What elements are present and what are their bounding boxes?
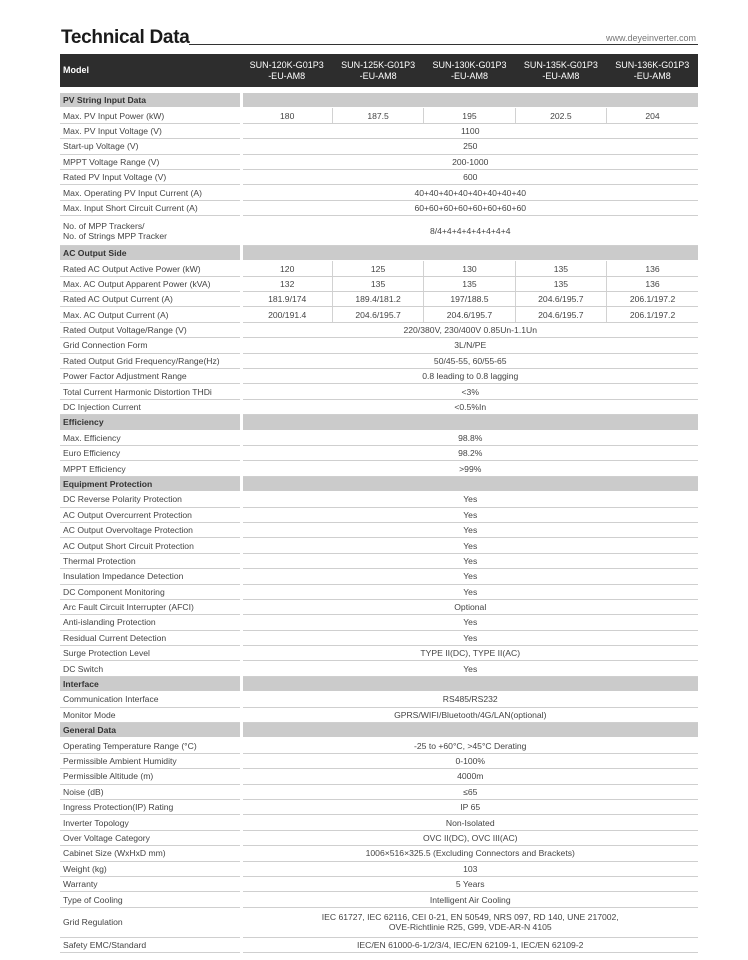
table-row (60, 584, 698, 599)
row-value: 200-1000 (241, 154, 698, 169)
row-label: Insulation Impedance Detection (60, 569, 241, 584)
row-value: 195 (424, 108, 515, 123)
row-label: Power Factor Adjustment Range (60, 369, 241, 384)
row-label: Max. PV Input Power (kW) (60, 108, 241, 123)
row-label: Weight (kg) (60, 861, 241, 876)
table-row (60, 846, 698, 861)
table-row (60, 399, 698, 414)
table-row (60, 108, 698, 123)
table-row (60, 507, 698, 522)
table-row (60, 569, 698, 584)
row-label: Grid Connection Form (60, 338, 241, 353)
row-label: Rated AC Output Current (A) (60, 292, 241, 307)
table-row (60, 200, 698, 215)
row-label: Rated AC Output Active Power (kW) (60, 261, 241, 276)
table-row (60, 876, 698, 891)
row-label: Over Voltage Category (60, 830, 241, 845)
row-label: Warranty (60, 876, 241, 891)
row-value: 206.1/197.2 (607, 292, 698, 307)
row-label: No. of MPP Trackers/ No. of Strings MPP Tracker (60, 216, 241, 246)
section-header-row (60, 245, 698, 260)
table-row (60, 185, 698, 200)
row-value: TYPE II(DC), TYPE II(AC) (241, 646, 698, 661)
row-value: 220/380V, 230/400V 0.85Un-1.1Un (241, 322, 698, 337)
section-bar (241, 476, 698, 491)
row-label: Anti-islanding Protection (60, 615, 241, 630)
table-row (60, 123, 698, 138)
row-value: Yes (241, 569, 698, 584)
row-value: 206.1/197.2 (607, 307, 698, 322)
row-label: Max. PV Input Voltage (V) (60, 123, 241, 138)
section-title: Equipment Protection (60, 476, 241, 491)
section-header-row (60, 476, 698, 491)
section-header-row (60, 723, 698, 738)
section-bar (241, 415, 698, 430)
section-bar (241, 245, 698, 260)
row-value: 135 (424, 276, 515, 291)
row-label: Max. Efficiency (60, 430, 241, 445)
row-label: MPPT Voltage Range (V) (60, 154, 241, 169)
table-row (60, 861, 698, 876)
row-label: Type of Cooling (60, 892, 241, 907)
row-value: 125 (332, 261, 423, 276)
model-name: SUN-120K-G01P3 -EU-AM8 (241, 54, 332, 87)
row-value: Yes (241, 553, 698, 568)
row-value: Yes (241, 630, 698, 645)
row-label: Cabinet Size (WxHxD mm) (60, 846, 241, 861)
section-header-row (60, 415, 698, 430)
row-label: Euro Efficiency (60, 446, 241, 461)
row-label: AC Output Overvoltage Protection (60, 522, 241, 537)
row-value: 136 (607, 261, 698, 276)
row-value: 8/4+4+4+4+4+4+4+4 (241, 216, 698, 246)
row-value: 60+60+60+60+60+60+60+60 (241, 200, 698, 215)
table-row (60, 661, 698, 676)
row-label: Start-up Voltage (V) (60, 139, 241, 154)
website-url: www.deyeinverter.com (605, 33, 696, 43)
row-label: Communication Interface (60, 692, 241, 707)
section-header-row (60, 676, 698, 691)
row-value: ≤65 (241, 784, 698, 799)
table-row (60, 738, 698, 753)
table-row (60, 430, 698, 445)
section-bar (241, 93, 698, 108)
table-row (60, 292, 698, 307)
row-value: <3% (241, 384, 698, 399)
row-label: Total Current Harmonic Distortion THDi (60, 384, 241, 399)
row-value: 180 (241, 108, 332, 123)
row-value: 204.6/195.7 (424, 307, 515, 322)
table-row (60, 169, 698, 184)
row-value: Optional (241, 599, 698, 614)
row-value: Yes (241, 615, 698, 630)
row-value: 50/45-55, 60/55-65 (241, 353, 698, 368)
table-row (60, 815, 698, 830)
table-row (60, 139, 698, 154)
model-name: SUN-135K-G01P3 -EU-AM8 (515, 54, 606, 87)
table-row (60, 615, 698, 630)
row-value: 103 (241, 861, 698, 876)
table-row (60, 553, 698, 568)
row-label: Surge Protection Level (60, 646, 241, 661)
row-value: 98.2% (241, 446, 698, 461)
row-value: Yes (241, 661, 698, 676)
row-label: Operating Temperature Range (°C) (60, 738, 241, 753)
row-label: Inverter Topology (60, 815, 241, 830)
row-value: OVC II(DC), OVC III(AC) (241, 830, 698, 845)
table-row (60, 353, 698, 368)
page-title: Technical Data (61, 27, 190, 48)
row-value: 136 (607, 276, 698, 291)
table-row (60, 538, 698, 553)
table-row (60, 322, 698, 337)
row-value: IEC/EN 61000-6-1/2/3/4, IEC/EN 62109-1, IEC/EN 62109-2 (241, 937, 698, 952)
row-value: 600 (241, 169, 698, 184)
title-divider (189, 44, 698, 45)
row-label: Max. AC Output Apparent Power (kVA) (60, 276, 241, 291)
row-value: 1100 (241, 123, 698, 138)
table-row (60, 384, 698, 399)
row-value: -25 to +60°C, >45°C Derating (241, 738, 698, 753)
row-value: 181.9/174 (241, 292, 332, 307)
row-value: Yes (241, 507, 698, 522)
table-row (60, 522, 698, 537)
table-row (60, 692, 698, 707)
model-name: SUN-130K-G01P3 -EU-AM8 (424, 54, 515, 87)
section-title: AC Output Side (60, 245, 241, 260)
row-value: 5 Years (241, 876, 698, 891)
row-label: DC Component Monitoring (60, 584, 241, 599)
row-value: 0.8 leading to 0.8 lagging (241, 369, 698, 384)
row-value: Yes (241, 584, 698, 599)
row-value: Intelligent Air Cooling (241, 892, 698, 907)
table-row (60, 276, 698, 291)
row-label: Monitor Mode (60, 707, 241, 722)
row-value: IP 65 (241, 799, 698, 814)
row-value: 3L/N/PE (241, 338, 698, 353)
table-row (60, 784, 698, 799)
table-row (60, 892, 698, 907)
row-label: DC Switch (60, 661, 241, 676)
table-row (60, 307, 698, 322)
table-row (60, 369, 698, 384)
row-label: Rated Output Grid Frequency/Range(Hz) (60, 353, 241, 368)
row-label: Thermal Protection (60, 553, 241, 568)
row-value: 197/188.5 (424, 292, 515, 307)
row-label: DC Reverse Polarity Protection (60, 492, 241, 507)
row-value: <0.5%In (241, 399, 698, 414)
row-label: AC Output Short Circuit Protection (60, 538, 241, 553)
row-value: 135 (332, 276, 423, 291)
row-label: Ingress Protection(IP) Rating (60, 799, 241, 814)
row-label: DC Injection Current (60, 399, 241, 414)
row-label: Permissible Ambient Humidity (60, 753, 241, 768)
row-value: RS485/RS232 (241, 692, 698, 707)
row-label: Safety EMC/Standard (60, 937, 241, 952)
row-label: Arc Fault Circuit Interrupter (AFCI) (60, 599, 241, 614)
row-label: Max. Operating PV Input Current (A) (60, 185, 241, 200)
table-row (60, 707, 698, 722)
row-value: 204.6/195.7 (515, 307, 606, 322)
row-value: 204.6/195.7 (515, 292, 606, 307)
row-label: Residual Current Detection (60, 630, 241, 645)
table-row (60, 830, 698, 845)
table-row (60, 769, 698, 784)
table-row (60, 799, 698, 814)
row-value: 202.5 (515, 108, 606, 123)
row-value: 120 (241, 261, 332, 276)
model-name: SUN-125K-G01P3 -EU-AM8 (332, 54, 423, 87)
row-value: 204 (607, 108, 698, 123)
section-title: Efficiency (60, 415, 241, 430)
row-label: Permissible Altitude (m) (60, 769, 241, 784)
row-label: Rated Output Voltage/Range (V) (60, 322, 241, 337)
row-value: 1006×516×325.5 (Excluding Connectors and Brackets) (241, 846, 698, 861)
row-value: Non-Isolated (241, 815, 698, 830)
table-row (60, 630, 698, 645)
row-value: 98.8% (241, 430, 698, 445)
row-value: 187.5 (332, 108, 423, 123)
row-value: Yes (241, 522, 698, 537)
model-label: Model (60, 54, 241, 87)
model-name: SUN-136K-G01P3 -EU-AM8 (607, 54, 698, 87)
table-row (60, 753, 698, 768)
table-row (60, 907, 698, 937)
row-value: Yes (241, 492, 698, 507)
row-value: 200/191.4 (241, 307, 332, 322)
section-bar (241, 723, 698, 738)
row-value: 0-100% (241, 753, 698, 768)
technical-data-table (60, 54, 698, 953)
table-row (60, 492, 698, 507)
row-label: Noise (dB) (60, 784, 241, 799)
table-row (60, 154, 698, 169)
row-value: 189.4/181.2 (332, 292, 423, 307)
table-row (60, 338, 698, 353)
section-title: General Data (60, 723, 241, 738)
table-row (60, 937, 698, 952)
model-header-row (60, 54, 698, 87)
row-value: 4000m (241, 769, 698, 784)
row-value: 130 (424, 261, 515, 276)
row-value: 135 (515, 276, 606, 291)
row-label: Rated PV Input Voltage (V) (60, 169, 241, 184)
table-row (60, 646, 698, 661)
section-bar (241, 676, 698, 691)
section-title: Interface (60, 676, 241, 691)
row-value: 40+40+40+40+40+40+40+40 (241, 185, 698, 200)
row-value: 135 (515, 261, 606, 276)
row-label: AC Output Overcurrent Protection (60, 507, 241, 522)
row-label: MPPT Efficiency (60, 461, 241, 476)
table-row (60, 261, 698, 276)
table-row (60, 599, 698, 614)
table-row (60, 216, 698, 246)
section-header-row (60, 93, 698, 108)
row-value: 204.6/195.7 (332, 307, 423, 322)
row-value: GPRS/WIFI/Bluetooth/4G/LAN(optional) (241, 707, 698, 722)
row-label: Max. AC Output Current (A) (60, 307, 241, 322)
row-value: 132 (241, 276, 332, 291)
row-value: Yes (241, 538, 698, 553)
row-label: Max. Input Short Circuit Current (A) (60, 200, 241, 215)
row-label: Grid Regulation (60, 907, 241, 937)
table-row (60, 446, 698, 461)
section-title: PV String Input Data (60, 93, 241, 108)
table-row (60, 461, 698, 476)
row-value: IEC 61727, IEC 62116, CEI 0-21, EN 50549, NRS 097, RD 140, UNE 217002, OVE-Richtlinie R25, G99, VDE-AR-N 4105 (241, 907, 698, 937)
row-value: >99% (241, 461, 698, 476)
row-value: 250 (241, 139, 698, 154)
